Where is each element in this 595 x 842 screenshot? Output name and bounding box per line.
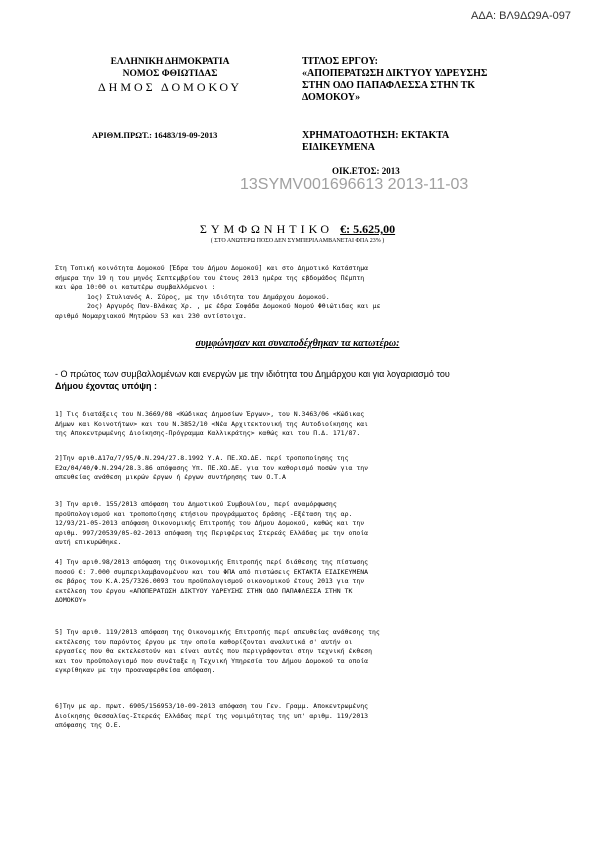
project-title-label: ΤΙΤΛΟΣ ΕΡΓΟΥ: <box>302 56 378 67</box>
clause-line: και τον προϋπολογισμό που συνέταξε η Τεχνική Υπηρεσία του Δήμου Δομοκού τα οποία <box>55 656 369 665</box>
clause-line: Διοίκησης Θεσσαλίας-Στερεάς Ελλάδας περί της νομιμότητας της υπ' αριθμ. 119/2013 <box>55 711 369 720</box>
clause-4 <box>55 558 555 606</box>
clause-6 <box>55 702 555 731</box>
first-party-statement <box>55 368 555 392</box>
clause-line: της Αποκεντρωμένης Διοίκησης-Πρόγραμμα Καλλικράτης> καθώς και του Π.Δ. 171/87. <box>55 429 361 437</box>
clause-line: σε βάρος του Κ.Α.25/7326.0093 του προϋπολογισμού οικονομικού έτους 2013 για την <box>55 577 365 585</box>
contract-title: ΣΥΜΦΩΝΗΤΙΚΟ <box>199 222 334 236</box>
clause-3 <box>55 500 555 548</box>
clause-line: ποσού €: 7.000 συμπεριλαμβανομένου και του ΦΠΑ από πιστώσεις ΕΚΤΑΚΤΑ ΕΙΔΙΚΕΥΜΕΝΑ <box>55 567 369 576</box>
contract-title-row <box>0 222 595 237</box>
clause-line: εκτέλεσης του παρόντος έργου με την οποία καθορίζονται αναλυτικά σ' αυτήν οι <box>55 637 353 646</box>
funding-line-2: ΕΙΔΙΚΕΥΜΕΝΑ <box>302 142 375 153</box>
clause-line: 5] Την αριθ. 119/2013 απόφαση της Οικονομικής Επιτροπής περί απευθείας ανάθεσης της <box>55 628 380 636</box>
clause-line: Δήμων και Κοινοτήτων> και του Ν.3852/10 <Νέα Αρχιτεκτονική της Αυτοδιοίκησης και <box>55 419 369 428</box>
clause-line: εργασίες που θα εκτελεστούν και είναι αυτές που περιγράφονται στην τεχνική έκθεση <box>55 647 372 655</box>
issuer-block <box>70 56 270 95</box>
first-party-line: Δήμου έχοντας υπόψη : <box>55 381 158 391</box>
clause-line: αριθμ. 997/20539/05-02-2013 απόφαση της Περιφέρειας Στερεάς Ελλάδας με την οποία <box>55 528 369 537</box>
intro-line: Στη Τοπική κοινότητα Δομοκού [Έδρα του Δήμου Δομοκού] και στο Δημοτικό Κατάστημα <box>55 264 369 272</box>
municipality-label: ΔΗΜΟΣ ΔΟΜΟΚΟΥ <box>97 80 243 94</box>
intro-line: σήμερα την 19 η του μηνός Σεπτεμβρίου του έτους 2013 ημέρα της εβδομάδος Πέμπτη <box>55 273 365 282</box>
party-2-continued: αριθμό Νομαρχιακού Μητρώου 53 και 230 αντίστοιχα. <box>55 311 247 320</box>
contract-amount: €: 5.625,00 <box>340 222 396 236</box>
vat-note: ( ΣΤΟ ΑΝΩΤΕΡΩ ΠΟΣΟ ΔΕΝ ΣΥΜΠΕΡΙΛΑΜΒΑΝΕΤΑΙ ΦΠΑ 23% ) <box>210 238 385 244</box>
protocol-number: ΑΡΙΘΜ.ΠΡΩΤ.: 16483/19-09-2013 <box>92 130 218 140</box>
clause-line: 2]Την αριθ.Δ17α/7/95/Φ.Ν.294/27.8.1992 Υ.Α. ΠΕ.ΧΩ.ΔΕ. περί τροποποίησης της <box>55 454 349 462</box>
clause-line: 12/93/21-05-2013 απόφαση Οικονομικής Επιτροπής του Δήμου Δομοκού, καθώς και την <box>55 519 365 527</box>
clause-line: ΔΟΜΟΚΟΥ» <box>55 596 87 604</box>
intro-paragraph <box>55 264 555 321</box>
agreement-heading-text: συμφώνησαν και συναποδέχθηκαν τα κατωτέρω: <box>195 338 400 349</box>
clause-line: απευθείας ανάθεση μικρών έργων ή έργων συντήρησης των Ο.Τ.Α <box>55 473 286 481</box>
clause-line: προϋπολογισμού και τροποποίησης ετήσιου προγράμματος δράσης -Εξέταση της αρ. <box>55 509 353 518</box>
clause-line: 1] Τις διατάξεις του Ν.3669/08 <Κώδικας Δημοσίων Έργων>, του Ν.3463/06 <Κώδικας <box>55 410 365 418</box>
republic-label: ΕΛΛΗΝΙΚΗ ΔΗΜΟΚΡΑΤΙΑ <box>110 57 230 67</box>
first-party-line: - Ο πρώτος των συμβαλλομένων και ενεργών με την ιδιότητα του Δημάρχου και για λογαριασμό του <box>55 369 450 379</box>
party-2: 2ος) Αργυρός Παν-Βλάκας Χρ. , με έδρα Σοφάδα Δομοκού Νομού Φθιώτιδας και με <box>87 302 381 310</box>
prefecture-label: ΝΟΜΟΣ ΦΘΙΩΤΙΔΑΣ <box>122 69 218 79</box>
clause-line: 6]Την με αρ. πρωτ. 6905/156953/10-09-2013 απόφαση του Γεν. Γραμμ. Αποκεντρωμένης <box>55 702 369 710</box>
project-title-line-2: ΣΤΗΝ ΟΔΟ ΠΑΠΑΦΛΕΣΣΑ ΣΤΗΝ ΤΚ <box>302 80 476 91</box>
project-title-line-3: ΔΟΜΟΚΟΥ» <box>302 92 361 103</box>
clause-line: 4] Την αριθ.98/2013 απόφαση της Οικονομικής Επιτροπής περί διάθεσης της πίστωσης <box>55 558 369 566</box>
funding-line-1: ΧΡΗΜΑΤΟΔΟΤΗΣΗ: ΕΚΤΑΚΤΑ <box>302 130 450 141</box>
fiscal-year: ΟΙΚ.ΕΤΟΣ: 2013 <box>332 166 400 176</box>
clause-2 <box>55 454 555 483</box>
agreement-heading <box>0 338 595 349</box>
clause-line: αυτή επικυρώθηκε. <box>55 538 122 546</box>
intro-line: και ώρα 10:00 οι κατωτέρω συμβαλλόμενοι : <box>55 283 216 291</box>
funding-block <box>302 130 449 154</box>
clause-line: απόφασης της Ο.Ε. <box>55 721 122 729</box>
clause-line: 3] Την αριθ. 155/2013 απόφαση του Δημοτικού Συμβουλίου, περί αναμόρφωσης <box>55 500 337 508</box>
ada-code: ΑΔΑ: ΒΛ9ΔΩ9Α-097 <box>471 10 571 22</box>
project-title-block <box>302 56 487 104</box>
serial-stamp: 13SYMV001696613 2013-11-03 <box>240 176 469 193</box>
clause-1 <box>55 410 555 439</box>
clause-5 <box>55 628 555 676</box>
clause-line: εκτέλεση του έργου «ΑΠΟΠΕΡΑΤΩΣΗ ΔΙΚΤΥΟΥ ΥΔΡΕΥΣΗΣ ΣΤΗΝ ΟΔΟ ΠΑΠΑΦΛΕΣΣΑ ΣΤΗΝ ΤΚ <box>55 586 353 595</box>
clause-line: Ε2α/04/40/Φ.Ν.294/28.3.86 απόφασης Υπ. ΠΕ.ΧΩ.ΔΕ. για τον καθορισμό ποσών για την <box>55 463 369 472</box>
clause-line: εγκρίθηκαν με την προαναφερθείσα απόφαση. <box>55 666 216 674</box>
project-title-line-1: «ΑΠΟΠΕΡΑΤΩΣΗ ΔΙΚΤΥΟΥ ΥΔΡΕΥΣΗΣ <box>302 68 488 79</box>
party-1: 1ος) Στυλιανός Α. Σύρος, με την ιδιότητα του Δημάρχου Δομοκού. <box>87 292 330 301</box>
